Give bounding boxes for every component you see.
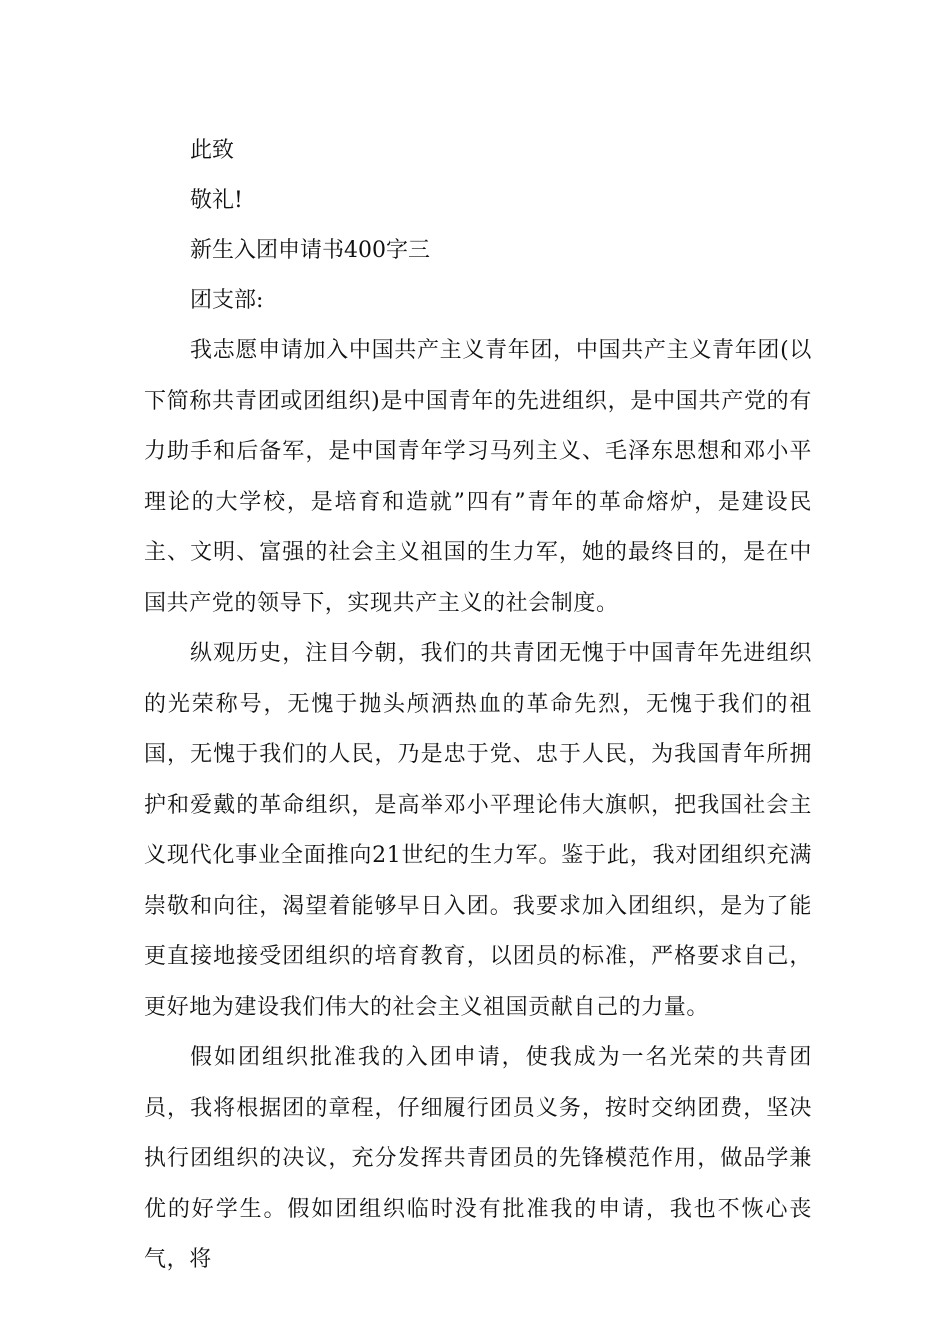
addressee-line: 团支部: xyxy=(190,288,264,313)
body-paragraph-1: 我志愿申请加入中国共产主义青年团，中国共产主义青年团(以下简称共青团或团组织)是中国青年的先进组织，是中国共产党的有力助手和后备军，是中国青年学习马列主义、毛泽东思想和邓小平理论的大学校，是培育和造就”四有”青年的革命熔炉，是建设民主、文明、富强的社会主义祖国的生力军，她的最终目的，是在中国共产党的领导下，实现共产主义的社会制度。 xyxy=(144,338,812,616)
section-title: 新生入团申请书400字三 xyxy=(190,238,430,263)
salutation-line: 敬礼! xyxy=(190,188,243,213)
document-body xyxy=(144,126,812,1286)
body-paragraph-3: 假如团组织批准我的入团申请，使我成为一名光荣的共青团员，我将根据团的章程，仔细履行团员义务，按时交纳团费，坚决执行团组织的决议，充分发挥共青团员的先锋模范作用，做品学兼优的好学生。假如团组织临时没有批准我的申请，我也不恢心丧气，将 xyxy=(144,1045,812,1272)
body-paragraph-2: 纵观历史，注目今朝，我们的共青团无愧于中国青年先进组织的光荣称号，无愧于抛头颅洒热血的革命先烈，无愧于我们的祖国，无愧于我们的人民，乃是忠于党、忠于人民，为我国青年所拥护和爱戴的革命组织，是高举邓小平理论伟大旗帜，把我国社会主义现代化事业全面推向21世纪的生力军。鉴于此，我对团组织充满崇敬和向往，渴望着能够早日入团。我要求加入团组织，是为了能更直接地接受团组织的培育教育，以团员的标准，严格要求自己，更好地为建设我们伟大的社会主义祖国贡献自己的力量。 xyxy=(144,641,812,1020)
closing-line: 此致 xyxy=(190,138,235,163)
